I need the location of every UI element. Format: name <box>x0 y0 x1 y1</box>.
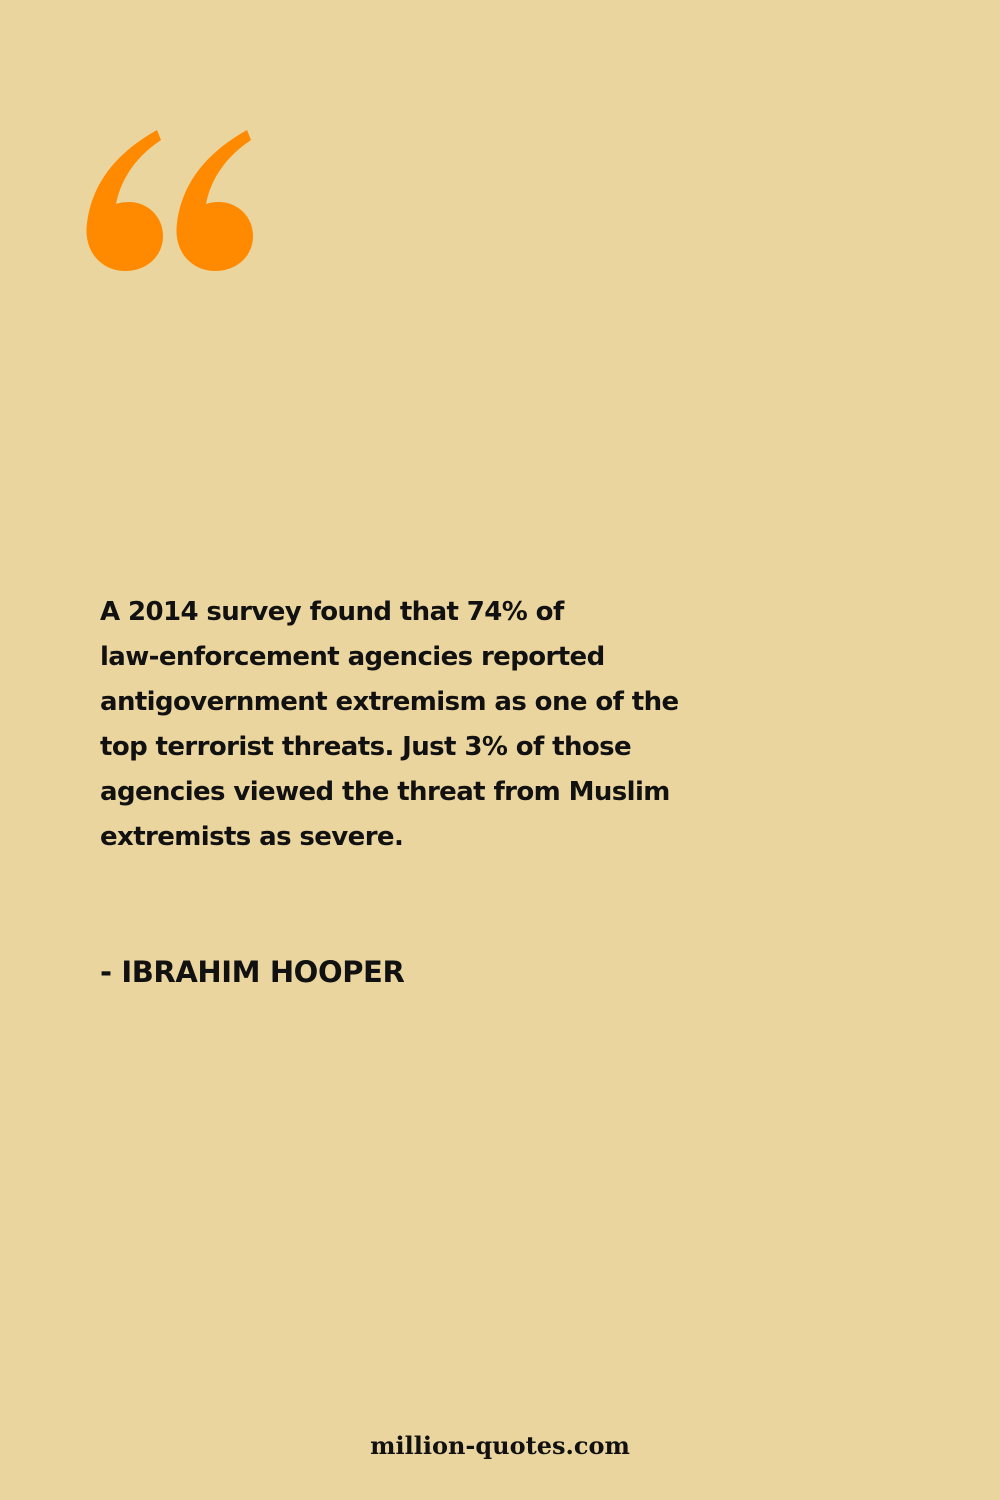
quote-line-2: law-enforcement agencies reported <box>100 642 605 672</box>
quote-line-3: antigovernment extremism as one of the <box>100 687 679 717</box>
website-watermark: million-quotes.com <box>370 1431 630 1460</box>
quote-line-1: A 2014 survey found that 74% of <box>100 597 564 627</box>
quote-line-4: top terrorist threats. Just 3% of those <box>100 732 632 762</box>
quote-line-6: extremists as severe. <box>100 822 404 852</box>
quote-text <box>100 590 800 860</box>
quotation-marks-icon <box>85 128 255 273</box>
quote-line-5: agencies viewed the threat from Muslim <box>100 777 670 807</box>
quote-author: - IBRAHIM HOOPER <box>100 955 405 989</box>
